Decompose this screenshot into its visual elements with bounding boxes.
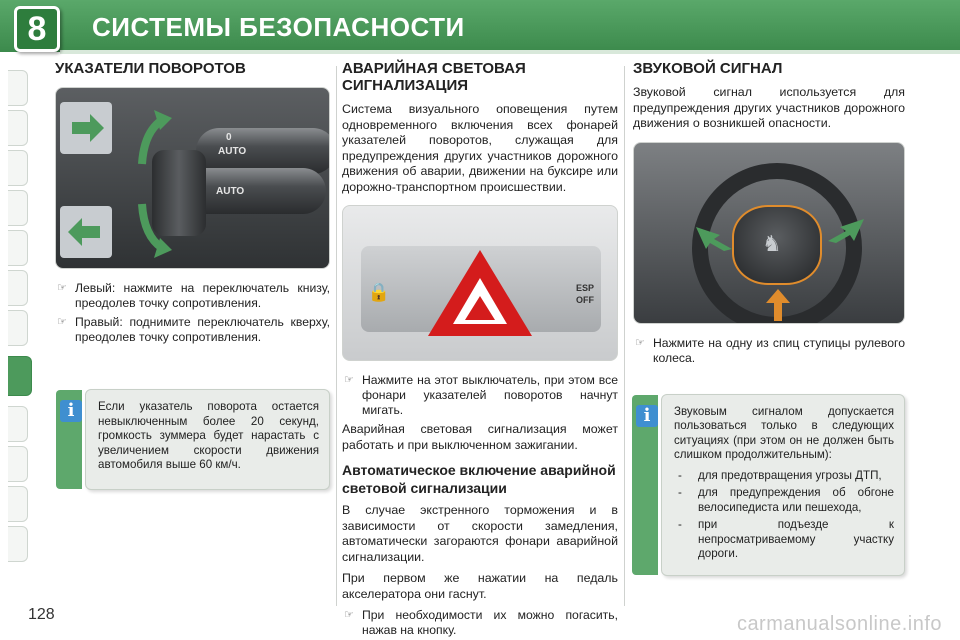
column-divider <box>336 66 337 606</box>
esp-label: ESP <box>575 283 594 293</box>
chapter-tab[interactable] <box>8 270 28 306</box>
pointing-finger-icon: ☞ <box>344 374 354 386</box>
chapter-tab[interactable] <box>8 486 28 522</box>
signal-up-panel <box>60 102 112 154</box>
info-icon: i <box>636 405 658 427</box>
hazard-switch-figure <box>342 205 618 361</box>
bullet-text: Правый: поднимите переключатель кверху, преодолев точку сопротивления. <box>75 315 330 344</box>
list-item <box>55 281 330 311</box>
chapter-tab[interactable] <box>8 310 28 346</box>
turn-signals-section <box>55 60 330 490</box>
page-number: 128 <box>28 606 55 623</box>
auto-paragraph: В случае экстренного торможения и в зависимости от скорости замедления, автоматически загораются фонари аварийной сигнализации. <box>342 503 618 564</box>
list-item <box>342 373 618 418</box>
section-heading: АВАРИЙНАЯ СВЕТОВАЯ СИГНАЛИЗАЦИЯ <box>342 60 526 94</box>
info-note <box>643 394 905 576</box>
turn-signal-stalk-figure <box>55 87 330 269</box>
section-intro: Система визуального оповещения путем одновременного включения всех фонарей указателей поворотов, служащая для предупреждения других участников дорожного движения об аварии, движении на буксире или дорожно-транспортном происшествии. <box>342 102 618 194</box>
curved-arrow-down-icon <box>134 200 174 260</box>
pointing-finger-icon: ☞ <box>344 609 354 621</box>
curved-arrow-up-icon <box>134 108 174 168</box>
pointing-finger-icon: ☞ <box>57 282 67 294</box>
section-intro: Звуковой сигнал используется для предупреждения других участников дорожного движения о возникшей опасности. <box>633 85 905 130</box>
chapter-tab-strip <box>0 60 30 580</box>
list-item <box>633 336 905 366</box>
pointing-finger-icon: ☞ <box>57 316 67 328</box>
bullet-text: Нажмите на этот выключатель, при этом все фонари указателей поворотов начнут мигать. <box>362 373 618 417</box>
chapter-tab[interactable] <box>8 446 28 482</box>
chapter-tab[interactable] <box>8 70 28 106</box>
arrow-pointer-icon <box>826 215 866 245</box>
section-heading: УКАЗАТЕЛИ ПОВОРОТОВ <box>55 60 246 77</box>
page-title: СИСТЕМЫ БЕЗОПАСНОСТИ <box>92 12 465 42</box>
chapter-tab[interactable] <box>8 406 28 442</box>
chapter-tab[interactable] <box>8 526 28 562</box>
signal-down-panel <box>60 206 112 258</box>
chapter-tab[interactable] <box>8 190 28 226</box>
dash-text: для предупреждения об обгоне велосипедиста или пешехода, <box>698 486 894 514</box>
info-text: Звуковым сигналом допускается пользоваться только в следующих ситуациях (при этом он не должен быть слишком продолжительным): <box>674 404 894 461</box>
dash-text: для предотвращения угрозы ДТП, <box>698 468 882 482</box>
arrow-up-icon <box>764 287 792 323</box>
dash-text: при подъезде к непросматриваемому участку дороги. <box>698 518 894 560</box>
hazard-triangle-core <box>465 296 495 320</box>
chapter-tab[interactable] <box>8 230 28 266</box>
bullet-text: При необходимости их можно погасить, нажав на кнопку. <box>362 608 618 637</box>
chapter-badge: 8 <box>14 6 60 52</box>
column-divider <box>624 66 625 606</box>
list-item <box>55 315 330 345</box>
sub-heading: Автоматическое включение аварийной световой сигнализации <box>342 462 616 496</box>
chapter-tab[interactable] <box>8 110 28 146</box>
chapter-tab-active[interactable] <box>8 356 32 396</box>
chapter-tab[interactable] <box>8 150 28 186</box>
steering-wheel-figure <box>633 142 905 324</box>
brand-logo-icon: ♞ <box>762 230 782 256</box>
hazard-note: Аварийная световая сигнализация может работать и при выключенном зажигании. <box>342 422 618 452</box>
esp-off-button[interactable] <box>565 282 605 308</box>
watermark: carmanualsonline.info <box>736 613 942 635</box>
esp-off-label: OFF <box>576 295 594 305</box>
info-note <box>67 389 330 490</box>
list-item <box>342 608 618 638</box>
bullet-text: Нажмите на одну из спиц ступицы рулевого колеса. <box>653 335 905 365</box>
list-item: - при подъезде к непросматриваемому участку дороги. <box>678 518 894 560</box>
bullet-text: Левый: нажмите на переключатель книзу, преодолев точку сопротивления. <box>75 281 330 310</box>
pointing-finger-icon: ☞ <box>635 336 645 349</box>
list-item: - для предотвращения угрозы ДТП, <box>678 468 882 482</box>
arrow-right-icon <box>60 102 112 154</box>
list-item: - для предупреждения об обгоне велосипедиста или пешехода, <box>678 486 894 514</box>
auto-paragraph: При первом же нажатии на педаль акселератора они гаснут. <box>342 571 618 601</box>
info-text: Если указатель поворота остается невыключенным более 20 секунд, громкость зуммера будет нарастать с увеличением скорости движения автомобиля выше 60 км/ч. <box>98 400 319 471</box>
lock-icon: 🔒 <box>367 282 391 302</box>
hazard-lights-section <box>342 60 618 640</box>
stalk-label: AUTO <box>216 186 245 197</box>
stalk-label: AUTO <box>218 146 247 157</box>
header-underline <box>60 50 960 54</box>
section-heading: ЗВУКОВОЙ СИГНАЛ <box>633 60 783 77</box>
arrow-pointer-icon <box>694 223 734 253</box>
horn-section <box>633 60 905 576</box>
stalk-label: 0 <box>226 132 232 143</box>
info-icon: i <box>60 400 82 422</box>
arrow-left-icon <box>60 206 112 258</box>
